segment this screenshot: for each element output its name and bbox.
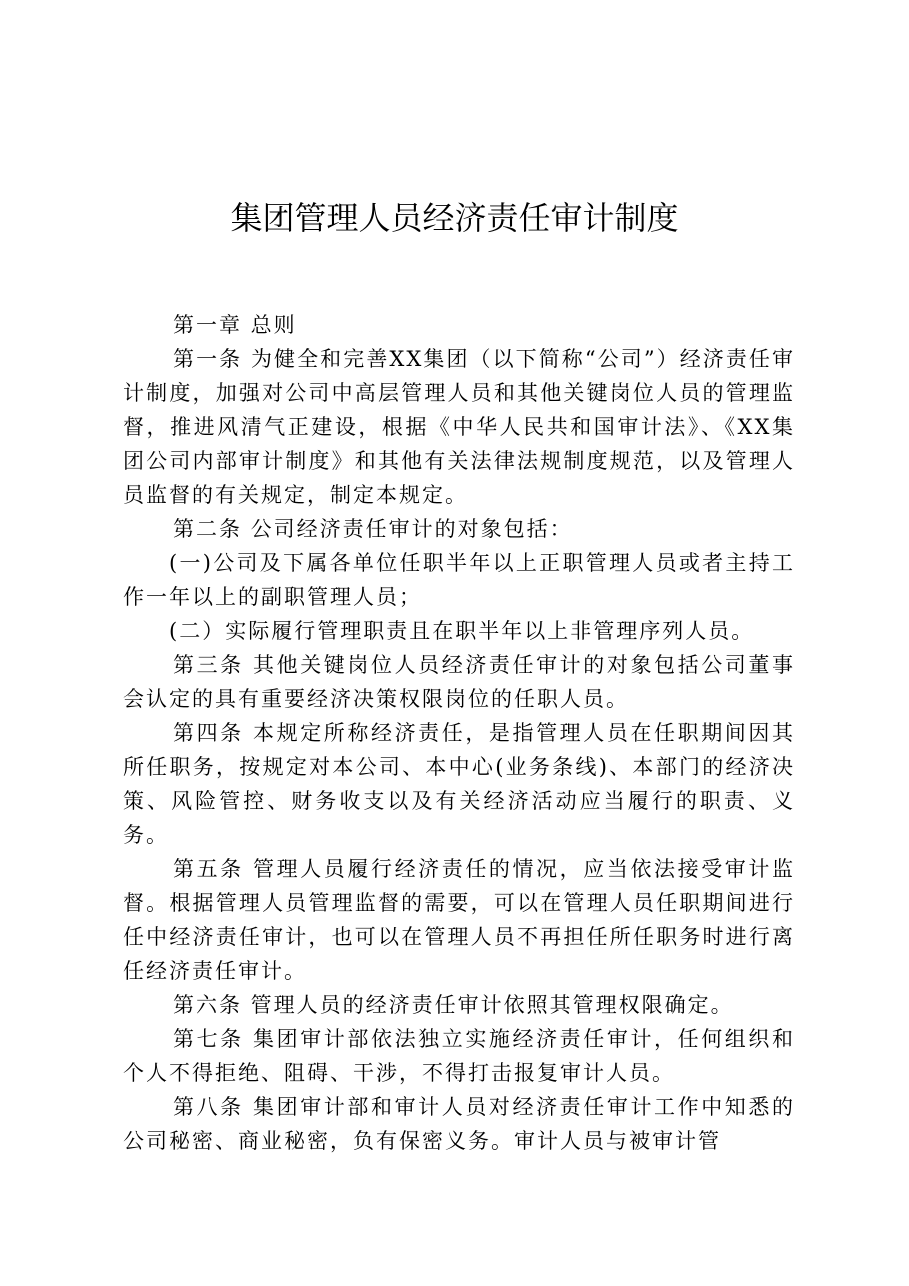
article-2: 第二条 公司经济责任审计的对象包括： (173, 517, 573, 541)
article-2-item-1: (一)公司及下属各单位任职半年以上正职管理人员或者主持工作一年以上的副职管理人员； (123, 551, 795, 609)
article-1: 第一条 为健全和完善XX集团（以下简称“公司”）经济责任审计制度，加强对公司中高层管理人员和其他关键岗位人员的管理监督，推进风清气正建设，根据《中华人民共和国审计法》、《XX集团公司内部审计制度》和其他有关法律法规制度规范，以及管理人员监督的有关规定，制定本规定。 (123, 347, 795, 507)
article-2-item-2: (二）实际履行管理职责且在职半年以上非管理序列人员。 (169, 619, 755, 643)
document-title: 集团管理人员经济责任审计制度 (230, 199, 679, 237)
article-5: 第五条 管理人员履行经济责任的情况，应当依法接受审计监督。根据管理人员管理监督的需要，可以在管理人员任职期间进行任中经济责任审计，也可以在管理人员不再担任所任职务时进行离任经济责任审计。 (123, 857, 795, 983)
chapter-heading: 第一章 总则 (173, 313, 297, 337)
document-body (123, 308, 795, 1158)
article-7: 第七条 集团审计部依法独立实施经济责任审计，任何组织和个人不得拒绝、阻碍、干涉，不得打击报复审计人员。 (123, 1027, 795, 1085)
article-6: 第六条 管理人员的经济责任审计依照其管理权限确定。 (173, 993, 734, 1017)
article-3: 第三条 其他关键岗位人员经济责任审计的对象包括公司董事会认定的具有重要经济决策权限岗位的任职人员。 (123, 653, 795, 711)
article-4: 第四条 本规定所称经济责任，是指管理人员在任职期间因其所任职务，按规定对本公司、本中心(业务条线)、本部门的经济决策、风险管控、财务收支以及有关经济活动应当履行的职责、义务。 (123, 721, 795, 847)
article-8: 第八条 集团审计部和审计人员对经济责任审计工作中知悉的公司秘密、商业秘密，负有保密义务。审计人员与被审计管 (123, 1095, 795, 1153)
